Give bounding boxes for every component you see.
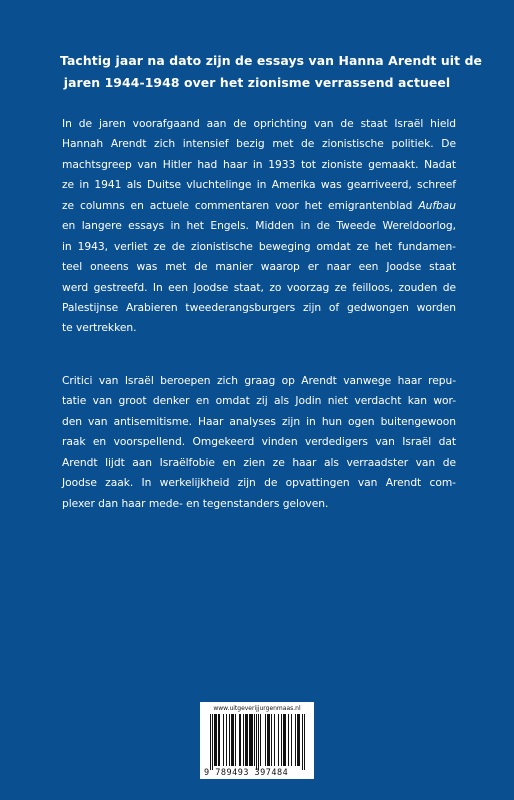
text-line: en langere essays in het Engels. Midden in de Tweede Wereldoorlog, — [62, 219, 456, 233]
text-line-with-italic — [62, 196, 456, 216]
barcode-bar — [210, 714, 211, 770]
barcode-bar — [250, 714, 251, 766]
barcode-bar — [212, 714, 213, 770]
barcode-bar — [260, 714, 261, 766]
barcode-bar — [256, 714, 257, 770]
body-paragraph-1 — [62, 114, 456, 339]
barcode-panel — [200, 702, 314, 779]
barcode-bar — [298, 714, 299, 766]
tagline-line: Tachtig jaar na dato zijn de essays van Hanna Arendt uit de — [60, 53, 483, 68]
barcode-bar — [235, 714, 236, 766]
text-line: In de jaren voorafgaand aan de oprichting van de staat Israël hield — [62, 117, 456, 130]
barcode-bar — [226, 714, 227, 766]
barcode-bar — [284, 714, 285, 766]
barcode-bar — [283, 714, 284, 766]
text-line: werd gestreefd. In een Joodse staat, zo voorzag ze feilloos, zouden de — [62, 280, 456, 294]
barcode-bar — [288, 714, 289, 766]
barcode-bar — [304, 714, 305, 770]
barcode-bar — [299, 714, 300, 766]
barcode-bar — [229, 714, 230, 766]
barcode-bar — [268, 714, 269, 766]
barcode-bar — [278, 714, 279, 766]
barcode-bar — [285, 714, 286, 766]
text-line: machtsgreep van Hitler had haar in 1933 tot zioniste gemaakt. Nadat — [62, 157, 456, 171]
barcode-bar — [232, 714, 233, 766]
text-line: raak en voorspellend. Omgekeerd vinden verdedigers van Israël dat — [62, 435, 456, 449]
barcode-bar — [239, 714, 240, 766]
barcode-bar — [291, 714, 292, 766]
barcode-bar — [251, 714, 252, 766]
text-line: in 1943, verliet ze de zionistische beweging omdat ze het fundamen- — [62, 239, 456, 253]
barcode-bar — [281, 714, 282, 766]
text-line: te vertrekken. — [62, 321, 137, 335]
barcode-bar — [247, 714, 248, 766]
barcode-bar — [218, 714, 219, 766]
text-line: plexer dan haar mede- en tegenstanders geloven. — [62, 496, 329, 510]
text-line: Palestijnse Arabieren tweederangsburgers zijn of gedwongen worden — [62, 300, 456, 314]
tagline — [60, 50, 483, 94]
publication-title: Aufbau — [418, 198, 456, 212]
barcode-bar — [216, 714, 217, 766]
barcode-bar — [258, 714, 259, 770]
publisher-url: www.uitgeverijjurgenmaas.nl — [213, 705, 301, 712]
barcode-bar — [271, 714, 272, 766]
barcode-bar — [243, 714, 244, 766]
text-line: Critici van Israël beroepen zich graag op Arendt vanwege haar repu- — [62, 374, 456, 387]
text-line: den van antisemitisme. Haar analyses zijn in hun ogen buitengewoon — [62, 414, 456, 428]
barcode-bar — [269, 714, 270, 766]
barcode-bar — [214, 714, 215, 766]
barcode-bar — [295, 714, 296, 766]
tagline-line: jaren 1944-1948 over het zionisme verrassend actueel — [63, 75, 451, 90]
barcode-bar — [297, 714, 298, 766]
barcode-bar — [274, 714, 275, 766]
text-fragment: ze columns en actuele commentaren voor het emigrantenblad — [62, 198, 413, 212]
barcode-bar — [245, 714, 246, 766]
barcode-bar — [249, 714, 250, 766]
barcode-bar — [302, 714, 303, 770]
text-line: teel oneens was met de manier waarop er naar een Joodse staat — [62, 260, 456, 274]
barcode-bar — [233, 714, 234, 766]
barcode-bar — [215, 714, 216, 766]
barcode-bar — [231, 714, 232, 766]
barcode-bar — [267, 714, 268, 766]
text-line: Hannah Arendt zich intensief bezig met de zionistische politiek. De — [62, 137, 456, 151]
text-line: Arendt lijdt aan Israëlfobie en zien ze haar als verraadster van de — [62, 455, 456, 469]
barcode-bar — [219, 714, 220, 766]
text-line: tatie van groot denker en omdat zij als Jodin niet verdacht kan wor- — [62, 394, 456, 408]
barcode-bar — [254, 714, 255, 766]
text-line: ze in 1941 als Duitse vluchtelinge in Amerika was gearriveerd, schreef — [62, 178, 456, 192]
barcode-bar — [252, 714, 253, 766]
barcode-bar — [265, 714, 266, 766]
barcode-bar — [240, 714, 241, 766]
barcode-bar — [223, 714, 224, 766]
text-line: Joodse zaak. In werkelijkheid zijn de opvattingen van Arendt com- — [62, 476, 456, 490]
barcode-bar — [246, 714, 247, 766]
body-paragraph-2 — [62, 371, 456, 514]
isbn-digits: 9 789493 397484 — [204, 768, 289, 778]
